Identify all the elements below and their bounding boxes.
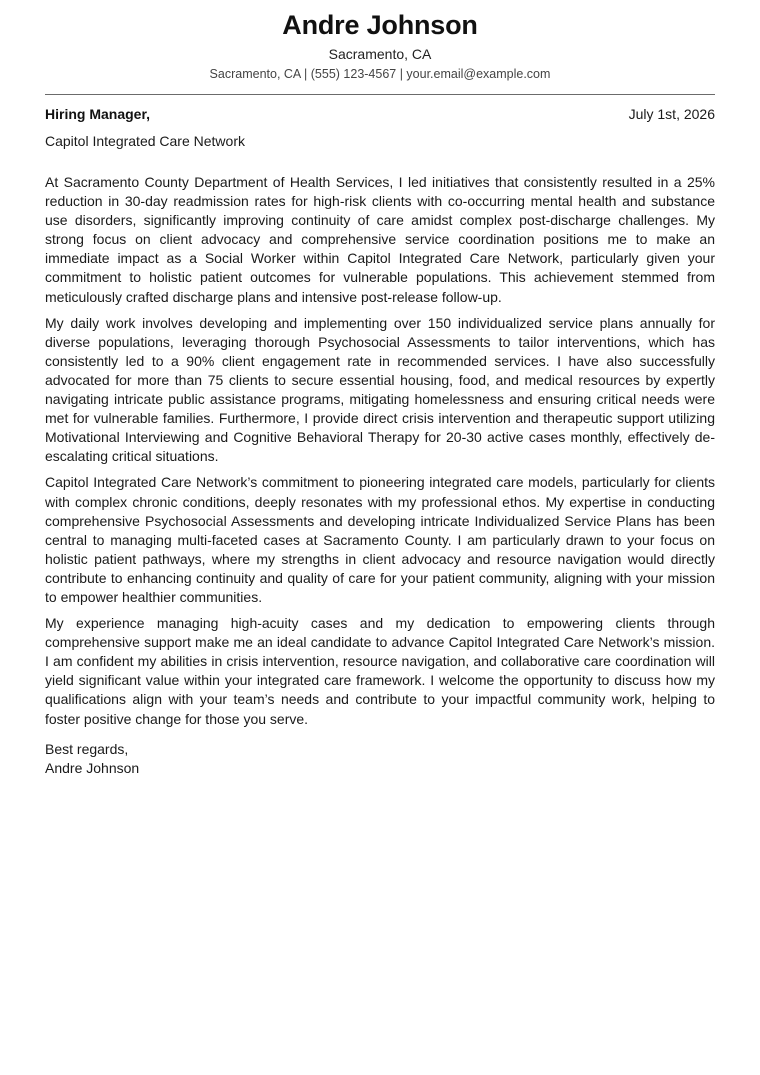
body-paragraph-3: Capitol Integrated Care Network’s commitment to pioneering integrated care models, particularly for clients with complex chronic conditions, deeply resonates with my professional ethos. My expertise in conducting comprehensive Psychosocial Assessments and developing intricate Individualized Service Plans has been central to managing multi-faceted cases at Sacramento County. I am particularly drawn to your focus on holistic patient pathways, where my strengths in client advocacy and resource navigation would directly contribute to enhancing continuity and quality of care for your patient community, aligning with your mission to empower healthier communities.	[45, 474, 715, 605]
body-paragraph-2: My daily work involves developing and implementing over 150 individualized service plans annually for diverse populations, leveraging thorough Psychosocial Assessments to tailor interventions, which has consistently led to a 90% client engagement rate in recommended services. I have also successfully advocated for more than 75 clients to secure essential housing, food, and medical resources by expertly navigating intricate public assistance programs, mitigating homelessness and ensuring critical needs were met for vulnerable families. Furthermore, I provide direct crisis intervention and therapeutic support utilizing Motivational Interviewing and Cognitive Behavioral Therapy for 20-30 active cases monthly, effectively de-escalating critical situations.	[45, 314, 715, 465]
body-paragraph-4: My experience managing high-acuity cases and my dedication to empowering clients through comprehensive support make me an ideal candidate to advance Capitol Integrated Care Network’s mission. I am confident my abilities in crisis intervention, resource navigation, and collaborative care coordination will yield significant value within your integrated care framework. I welcome the opportunity to discuss how my qualifications align with your team’s needs and contribute to your impactful community work, helping to foster positive change for those you serve.	[45, 615, 715, 727]
letter-date: July 1st, 2026	[628, 106, 715, 122]
signature-name: Andre Johnson	[45, 760, 140, 777]
body-paragraph-1: At Sacramento County Department of Health Services, I led initiatives that consistently resulted in a 25% reduction in 30-day readmission rates for high-risk clients with co-occurring mental health and substance use disorders, significantly improving continuity of care amidst complex post-discharge challenges. My strong focus on client advocacy and comprehensive service coordination positions me to make an immediate impact as a Social Worker within Capitol Integrated Care Network, particularly given your commitment to holistic patient outcomes for vulnerable populations. This achievement stemmed from meticulously crafted discharge plans and intensive post-release follow-up.	[45, 174, 715, 305]
closing-phrase: Best regards,	[45, 740, 129, 757]
letter-closing	[45, 740, 715, 779]
applicant-name: Andre Johnson	[282, 10, 478, 40]
applicant-contact-line: Sacramento, CA | (555) 123-4567 | your.email@example.com	[209, 67, 551, 81]
recipient-company: Capitol Integrated Care Network	[45, 133, 245, 149]
header-divider	[45, 94, 715, 95]
letter-header	[45, 0, 715, 82]
applicant-location: Sacramento, CA	[328, 46, 432, 62]
letter-body	[45, 173, 715, 729]
recipient-date-row	[45, 105, 715, 123]
recipient-salutation: Hiring Manager,	[45, 106, 151, 122]
